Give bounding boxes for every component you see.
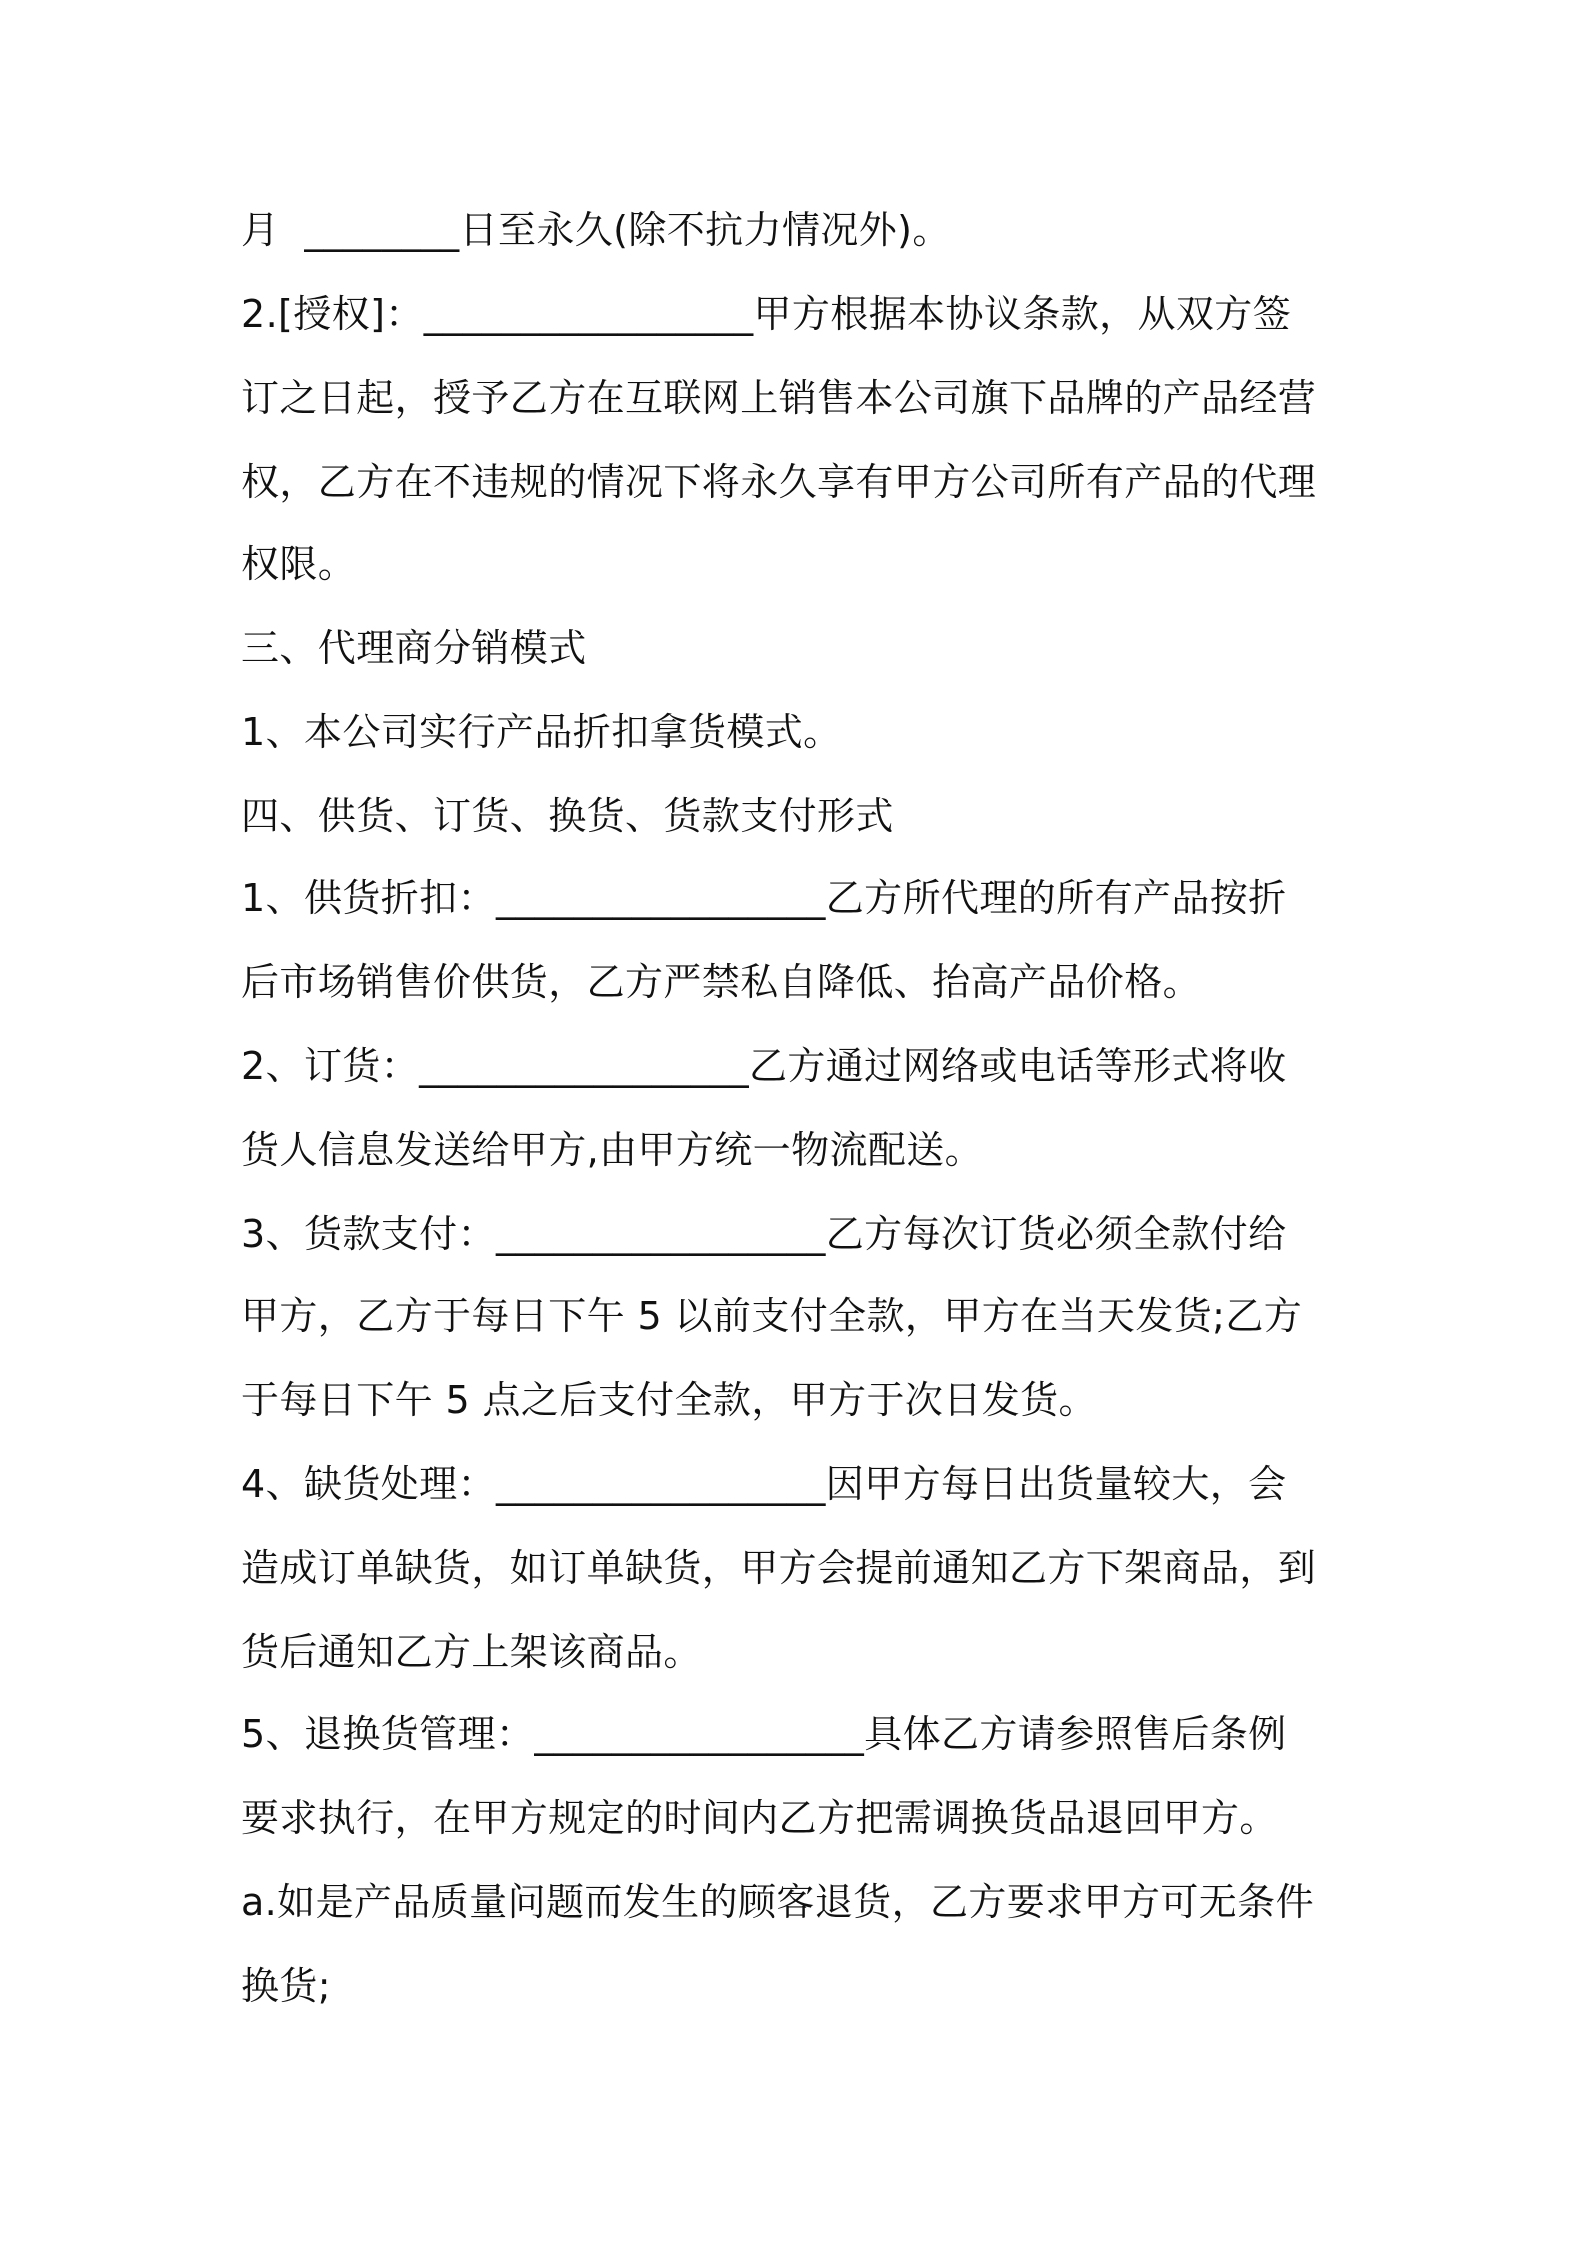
text-line: 1、供货折扣：_________________乙方所代理的所有产品按折 (241, 876, 1287, 920)
text-line: 权限。 (241, 542, 357, 586)
text-line: 货后通知乙方上架该商品。 (241, 1630, 702, 1674)
text-line: 3、货款支付：_________________乙方每次订货必须全款付给 (241, 1212, 1287, 1256)
text-line: 换货; (241, 1964, 332, 2008)
text-line: 货人信息发送给甲方,由甲方统一物流配送。 (241, 1128, 984, 1172)
text-line: a.如是产品质量问题而发生的顾客退货，乙方要求甲方可无条件 (241, 1880, 1314, 1924)
text-line: 要求执行，在甲方规定的时间内乙方把需调换货品退回甲方。 (241, 1796, 1278, 1840)
text-line: 2.[授权]：_________________甲方根据本协议条款，从双方签 (241, 292, 1292, 336)
text-line: 造成订单缺货，如订单缺货，甲方会提前通知乙方下架商品，到 (241, 1546, 1317, 1590)
text-line: 甲方，乙方于每日下午 5 以前支付全款，甲方在当天发货;乙方 (241, 1294, 1303, 1338)
text-line: 于每日下午 5 点之后支付全款，甲方于次日发货。 (241, 1378, 1097, 1422)
text-line: 订之日起，授予乙方在互联网上销售本公司旗下品牌的产品经营 (241, 376, 1317, 420)
section-heading: 四、供货、订货、换货、货款支付形式 (241, 794, 894, 838)
text-line: 2、订货：_________________乙方通过网络或电话等形式将收 (241, 1044, 1287, 1088)
text-line: 后市场销售价供货，乙方严禁私自降低、抬高产品价格。 (241, 960, 1202, 1004)
text-line: 权，乙方在不违规的情况下将永久享有甲方公司所有产品的代理 (241, 460, 1317, 504)
text-line: 月 ________日至永久(除不抗力情况外)。 (241, 208, 951, 252)
section-heading: 三、代理商分销模式 (241, 626, 587, 670)
text-line: 4、缺货处理：_________________因甲方每日出货量较大，会 (241, 1462, 1287, 1506)
text-line: 5、退换货管理：_________________具体乙方请参照售后条例 (241, 1712, 1287, 1756)
text-line: 1、本公司实行产品折扣拿货模式。 (241, 710, 842, 754)
